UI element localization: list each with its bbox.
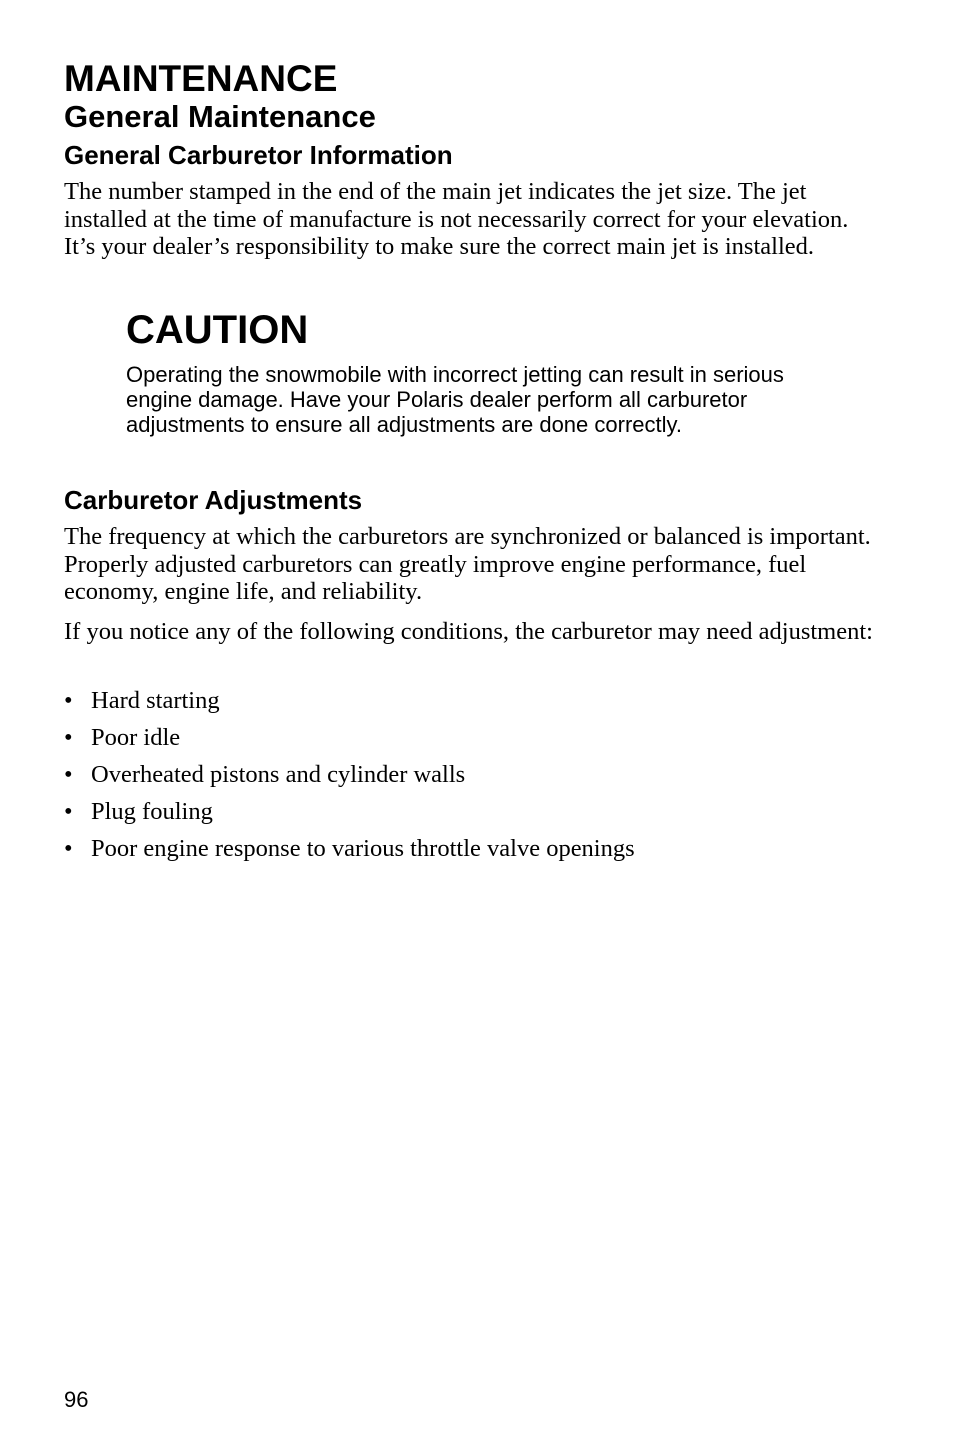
list-item xyxy=(64,686,635,723)
list-item-text: Overheated pistons and cylinder walls xyxy=(91,761,466,788)
conditions-list xyxy=(64,686,635,871)
section-title: General Maintenance xyxy=(64,99,376,134)
list-item xyxy=(64,723,635,760)
list-item-text: Poor engine response to various throttle valve openings xyxy=(91,835,635,862)
list-item xyxy=(64,760,635,797)
list-item xyxy=(64,797,635,834)
list-item-text: Plug fouling xyxy=(91,798,213,825)
list-item-text: Poor idle xyxy=(91,724,181,751)
page-number: 96 xyxy=(64,1387,89,1412)
bullet-icon: • xyxy=(64,761,73,788)
subsection-heading-carburetor-information: General Carburetor Information xyxy=(64,140,453,170)
caution-title: CAUTION xyxy=(126,308,309,352)
subsection-heading-carburetor-adjustments: Carburetor Adjustments xyxy=(64,485,363,515)
chapter-title: MAINTENANCE xyxy=(64,58,338,99)
caution-text: Operating the snowmobile with incorrect jetting can result in serious engine damage. Have your Polaris dealer perform all carburetor adjustments to ensure all adjustments are done correctly. xyxy=(126,362,784,437)
bullet-icon: • xyxy=(64,798,73,825)
list-item-text: Hard starting xyxy=(91,687,220,714)
list-item xyxy=(64,834,635,871)
paragraph-conditions-intro: If you notice any of the following conditions, the carburetor may need adjustment: xyxy=(64,618,873,645)
paragraph-synchronization: The frequency at which the carburetors are synchronized or balanced is important. Properly adjusted carburetors can greatly improve engine performance, fuel economy, engine life, and reliability. xyxy=(64,523,871,605)
bullet-icon: • xyxy=(64,687,73,714)
bullet-icon: • xyxy=(64,835,73,862)
paragraph-main-jet: The number stamped in the end of the main jet indicates the jet size. The jet installed at the time of manufacture is not necessarily correct for your elevation. It’s your dealer’s responsibility to make sure the correct main jet is installed. xyxy=(64,178,849,260)
bullet-icon: • xyxy=(64,724,73,751)
